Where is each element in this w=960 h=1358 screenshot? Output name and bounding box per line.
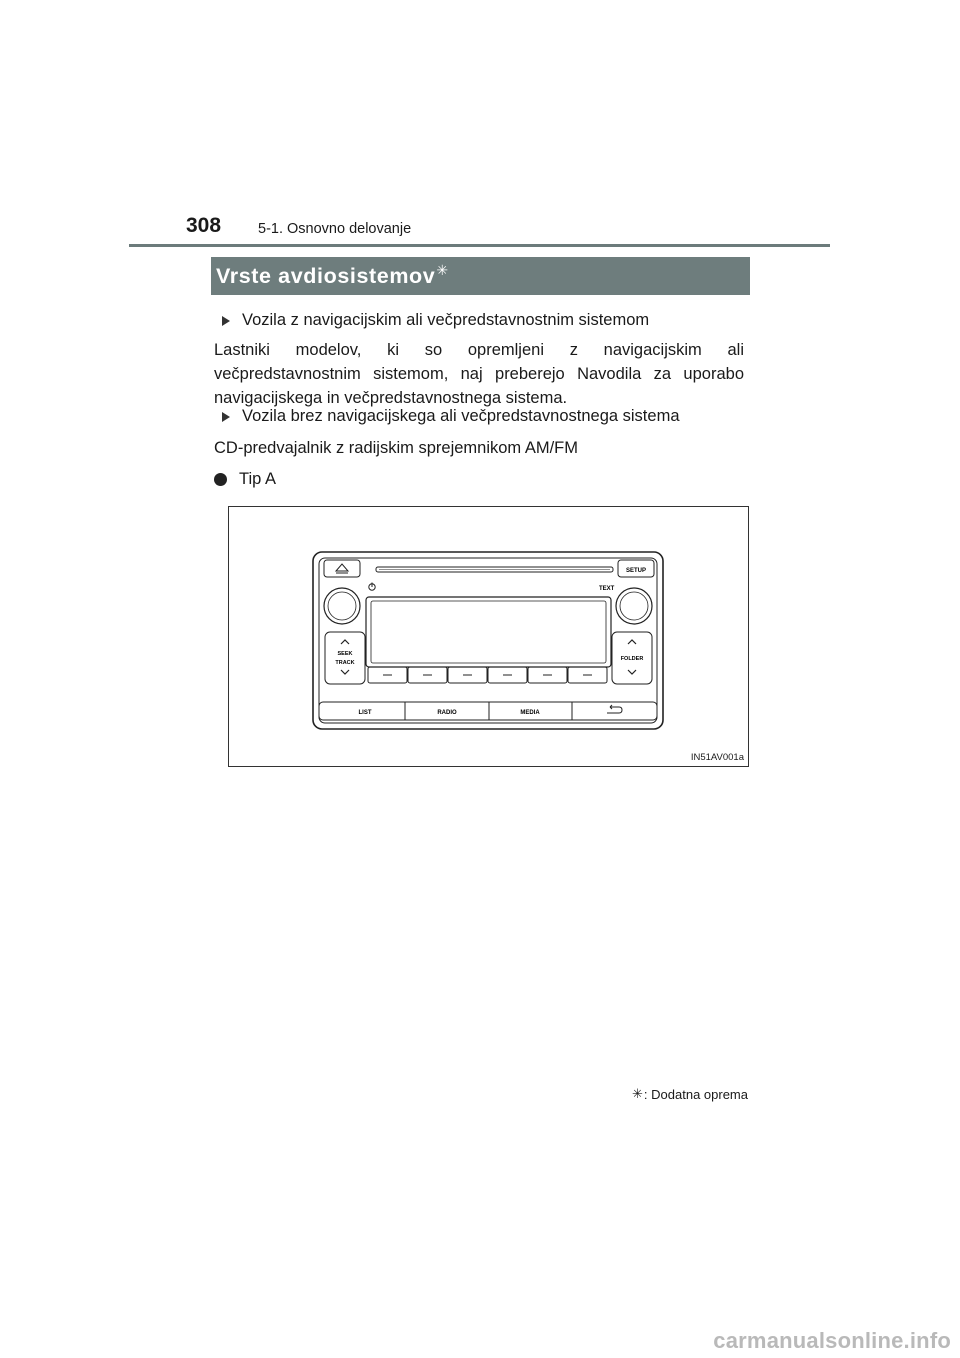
header-rule [129,244,830,247]
footnote [632,1086,748,1102]
paragraph-navigation-owners: Lastniki modelov, ki so opremljeni z navigacijskim ali večpredstavnostnim sistemom, naj preberejo Navodila za uporabo navigacijskega in večpredstavnostnega sistema. [214,341,744,407]
type-a-label: Tip A [239,470,276,488]
section-title: Vrste avdiosistemov [216,264,436,288]
type-a-item [214,470,276,489]
section-path: 5-1. Osnovno delovanje [258,221,412,237]
triangle-bullet-icon [222,412,230,422]
display-screen [371,601,606,663]
figure-id: IN51AV001a [690,752,744,763]
optional-equipment-mark: ✳ [632,1086,643,1101]
seek-down-icon [341,670,349,674]
folder-down-icon [628,670,636,674]
text-label: TEXT [599,586,615,592]
eject-button [324,560,360,577]
bullet-text: Vozila brez navigacijskega ali večpredstavnostnega sistema [242,407,680,425]
page-number: 308 [186,214,222,237]
list-button-label: LIST [358,710,372,716]
watermark: carmanualsonline.info [713,1328,951,1353]
optional-equipment-mark: ✳ [436,262,449,278]
setup-label: SETUP [625,568,647,574]
media-button-label: MEDIA [520,710,540,716]
folder-up-icon [628,640,636,644]
triangle-bullet-icon [222,316,230,326]
back-icon [607,705,622,713]
section-title-bar [211,257,750,295]
folder-label: FOLDER [620,656,644,662]
track-label: TRACK [335,660,355,666]
seek-up-icon [341,640,349,644]
power-volume-knob [324,588,360,624]
circle-bullet-icon [214,473,227,486]
audio-unit-illustration [229,507,750,768]
seek-label: SEEK [337,651,353,657]
audio-unit-figure [228,506,749,767]
preset-buttons [368,667,607,683]
paragraph-cd-player: CD-predvajalnik z radijskim sprejemnikom AM/FM [214,439,578,457]
bullet-non-navigation-vehicles [222,407,680,426]
eject-icon [336,564,348,573]
bullet-text: Vozila z navigacijskim ali večpredstavnostnim sistemom [242,311,650,329]
tune-select-knob [616,588,652,624]
footnote-text: : Dodatna oprema [643,1086,748,1102]
power-icon [369,583,375,591]
radio-button-label: RADIO [437,710,457,716]
bullet-navigation-vehicles [222,311,649,330]
